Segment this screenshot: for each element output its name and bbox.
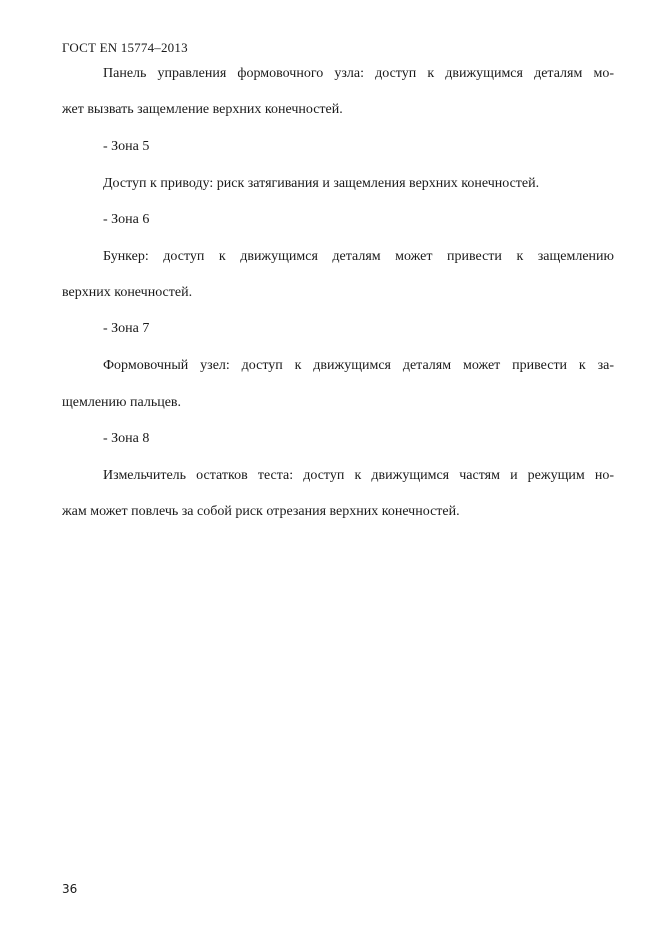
zone-heading: - Зона 8 [103,431,150,446]
paragraph-line: Измельчитель остатков теста: доступ к движущимся частям и режущим но- [103,468,614,483]
paragraph-line: щемлению пальцев. [62,395,182,410]
zone-heading: - Зона 7 [103,321,150,336]
page-number: 36 [62,882,78,896]
zone-heading: - Зона 5 [103,139,150,154]
document-header: ГОСТ EN 15774–2013 [62,40,188,55]
zone-heading: - Зона 6 [103,212,150,227]
paragraph-line: Панель управления формовочного узла: доступ к движущимся деталям мо- [103,66,614,81]
paragraph-line: Бункер: доступ к движущимся деталям может привести к защемлению [103,249,614,264]
paragraph-line: Формовочный узел: доступ к движущимся деталям может привести к за- [103,358,614,373]
paragraph-line: жет вызвать защемление верхних конечностей. [62,102,343,117]
paragraph-line: Доступ к приводу: риск затягивания и защемления верхних конечностей. [103,176,540,191]
paragraph-line: жам может повлечь за собой риск отрезания верхних конечностей. [62,504,460,519]
paragraph-line: верхних конечностей. [62,285,193,300]
